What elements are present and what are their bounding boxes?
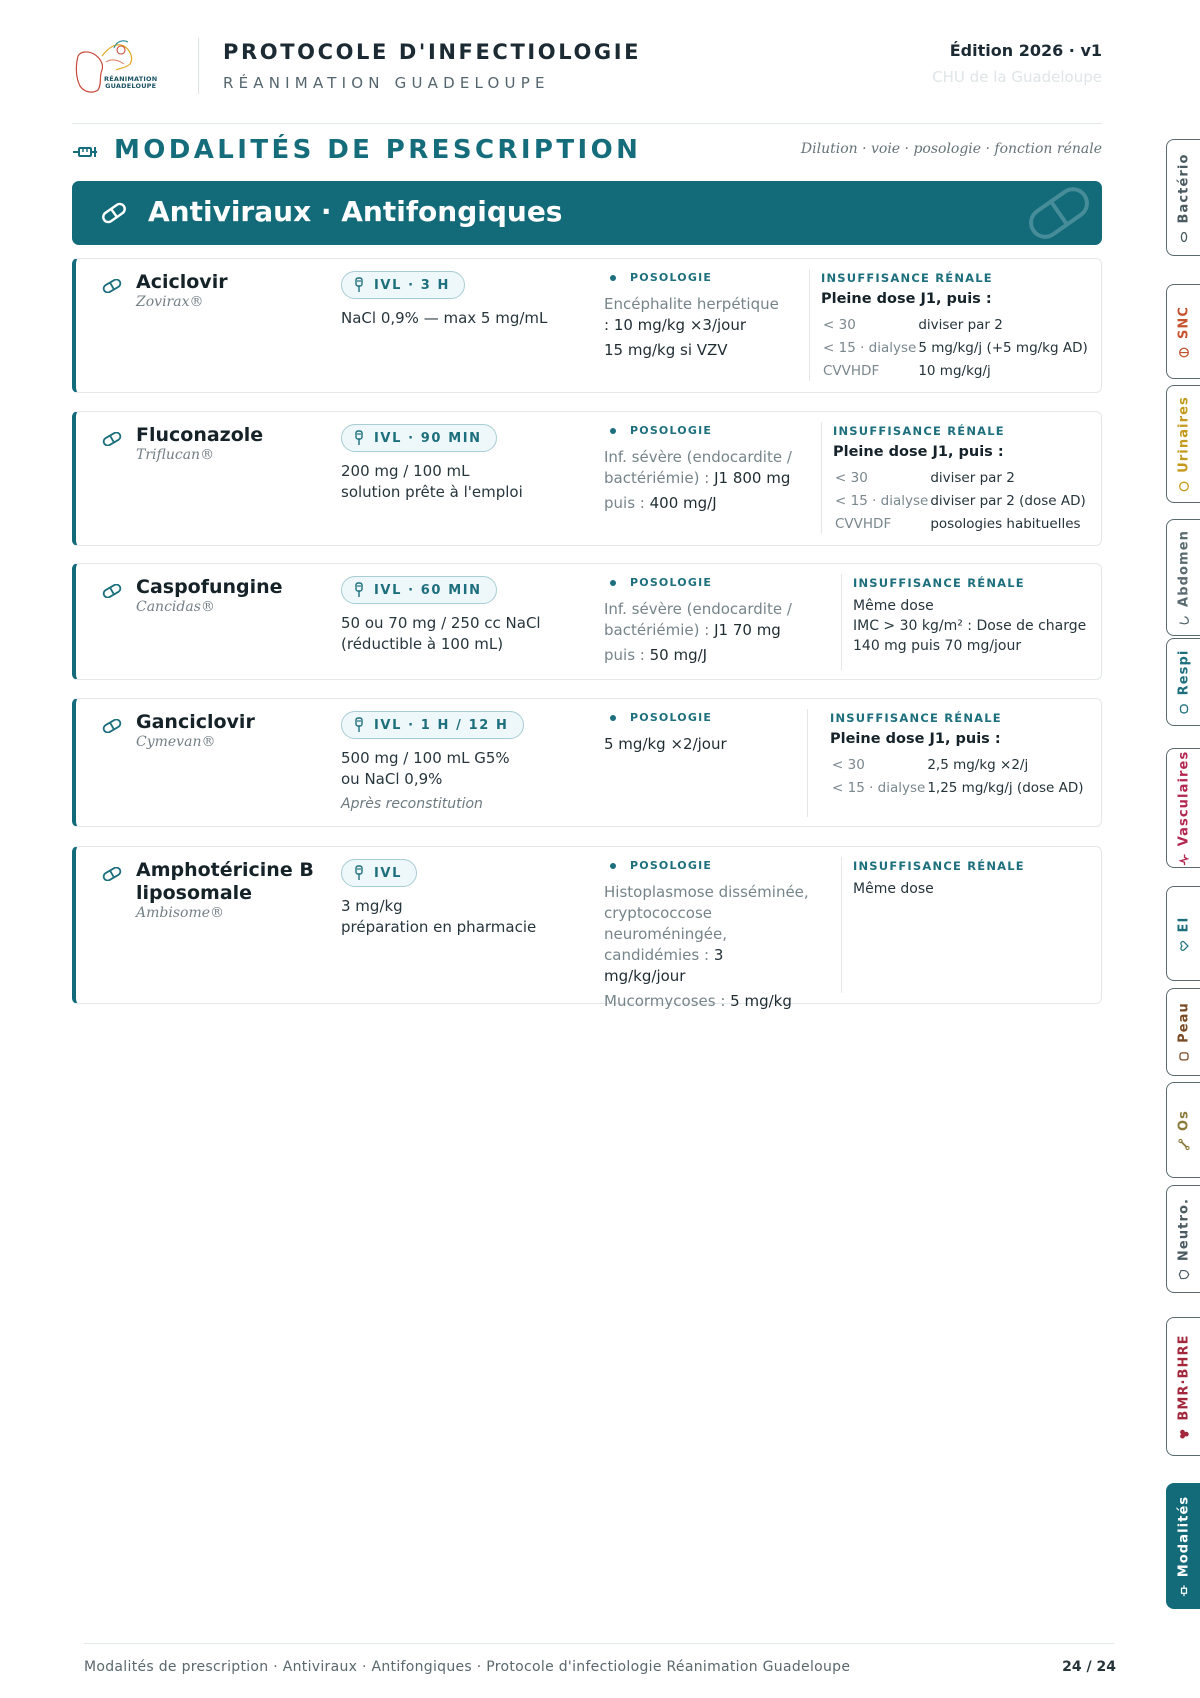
route-label: IVL · 90 MIN xyxy=(374,430,482,446)
renal-header: INSUFFISANCE RÉNALE xyxy=(830,711,1002,725)
guadeloupe-map-logo-icon xyxy=(72,34,172,100)
renal-table xyxy=(830,753,1086,801)
drug-name: Amphotéricine B liposomale xyxy=(136,859,314,904)
drug-card xyxy=(72,411,1102,546)
tab-label: Bactério xyxy=(1176,152,1191,224)
posology-header-label: POSOLOGIE xyxy=(630,576,713,589)
column-divider xyxy=(807,709,808,817)
renal-value: 5 mg/kg/j (+5 mg/kg AD) xyxy=(918,340,1088,356)
posology-value: 400 mg/J xyxy=(649,494,717,512)
renal-row xyxy=(823,315,1088,336)
column-divider xyxy=(821,422,822,534)
footer-text: Modalités de prescription · Antiviraux · Antifongiques · Protocole d'infectiologie Réanimation Guadeloupe xyxy=(84,1659,851,1675)
tab-modalites[interactable] xyxy=(1166,1483,1200,1609)
posology-value: : 10 mg/kg ×3/jour xyxy=(604,316,747,334)
tab-label: Peau xyxy=(1176,1002,1191,1043)
renal-row xyxy=(835,468,1086,489)
logo-text-line1: RÉANIMATION xyxy=(104,75,158,83)
dilution-text xyxy=(341,308,556,329)
syringe-icon xyxy=(1178,1585,1189,1596)
page-number: 24 / 24 xyxy=(1062,1659,1116,1675)
dilution-line: 200 mg / 100 mL xyxy=(341,462,470,480)
document-subtitle: RÉANIMATION GUADELOUPE xyxy=(223,74,550,92)
posology-line: puis : xyxy=(604,646,645,664)
renal-section xyxy=(853,859,1025,899)
tab-respi[interactable] xyxy=(1166,638,1200,726)
hospital-label: CHU de la Guadeloupe xyxy=(932,68,1102,86)
bullet-icon xyxy=(610,428,616,434)
posology-header-label: POSOLOGIE xyxy=(630,424,713,437)
tab-label: Vasculaires xyxy=(1176,750,1191,847)
tab-os[interactable] xyxy=(1166,1082,1200,1178)
tab-bacterio[interactable] xyxy=(1166,139,1200,256)
renal-header: INSUFFISANCE RÉNALE xyxy=(833,424,1005,438)
renal-section xyxy=(853,576,1086,656)
route-label: IVL xyxy=(374,865,402,881)
dilution-line: NaCl 0,9% — max 5 mg/mL xyxy=(341,309,548,327)
posology-line: Inf. sévère (endocardite / xyxy=(604,448,792,466)
drug-card xyxy=(72,846,1102,1010)
logo-text-line2: GUADELOUPE xyxy=(105,82,157,90)
renal-value: diviser par 2 (dose AD) xyxy=(930,493,1086,509)
renal-row xyxy=(835,491,1086,512)
route-badge xyxy=(341,711,524,739)
syringe-icon xyxy=(72,143,98,161)
iv-drip-icon xyxy=(354,717,364,733)
drug-name: Caspofungine xyxy=(136,576,283,598)
pill-icon xyxy=(102,867,122,881)
renal-line: Même dose xyxy=(853,598,934,614)
tab-bmr-bhre[interactable] xyxy=(1166,1317,1200,1456)
dilution-note: Après reconstitution xyxy=(341,796,483,812)
tab-label: Os xyxy=(1176,1110,1191,1131)
route-label: IVL · 1 H / 12 H xyxy=(374,717,509,733)
section-subtitle: Dilution · voie · posologie · fonction rénale xyxy=(800,141,1102,157)
drug-card xyxy=(72,698,1102,827)
renal-table xyxy=(821,313,1090,384)
drug-brand: Ambisome® xyxy=(136,905,224,921)
section-title: MODALITÉS DE PRESCRIPTION xyxy=(114,135,642,165)
renal-table xyxy=(833,466,1088,537)
posology-line: bactériémie) : xyxy=(604,469,710,487)
renal-key: < 30 xyxy=(823,317,856,333)
drug-brand: Zovirax® xyxy=(136,294,204,310)
renal-key: CVVHDF xyxy=(823,363,880,379)
kidney-icon xyxy=(1178,481,1189,492)
drug-brand: Triflucan® xyxy=(136,447,215,463)
pill-watermark-icon xyxy=(1022,185,1096,241)
posology-value: 5 mg/kg ×2/jour xyxy=(604,735,727,753)
posology-text xyxy=(604,734,809,755)
posology-line: Mucormycoses : xyxy=(604,992,726,1010)
renal-value: 1,25 mg/kg/j (dose AD) xyxy=(927,780,1084,796)
tab-label: SNC xyxy=(1176,305,1191,339)
posology-header-label: POSOLOGIE xyxy=(630,859,713,872)
route-label: IVL · 3 H xyxy=(374,277,451,293)
drug-name: Fluconazole xyxy=(136,424,264,446)
tab-label: Modalités xyxy=(1176,1495,1191,1578)
posology-header-label: POSOLOGIE xyxy=(630,271,713,284)
bone-icon xyxy=(1178,1139,1189,1150)
posology-line: Encéphalite herpétique xyxy=(604,295,779,313)
renal-intro: Pleine dose J1, puis : xyxy=(833,444,1004,460)
posology-header xyxy=(604,271,712,284)
posology-line: neuroméningée, xyxy=(604,925,728,943)
renal-value: posologies habituelles xyxy=(930,516,1081,532)
posology-header xyxy=(604,576,712,589)
pill-icon xyxy=(102,279,122,293)
posology-line: Histoplasmose disséminée, xyxy=(604,883,809,901)
heartbeat-icon xyxy=(1178,854,1189,865)
drug-brand: Cymevan® xyxy=(136,734,216,750)
renal-section xyxy=(821,271,1090,384)
route-label: IVL · 60 MIN xyxy=(374,582,482,598)
renal-intro: Pleine dose J1, puis : xyxy=(830,731,1001,747)
iv-drip-icon xyxy=(354,277,364,293)
renal-line: 140 mg puis 70 mg/jour xyxy=(853,638,1022,654)
dilution-text xyxy=(341,461,556,503)
category-title: Antiviraux · Antifongiques xyxy=(148,195,563,228)
renal-header: INSUFFISANCE RÉNALE xyxy=(821,271,993,285)
dilution-line: (réductible à 100 mL) xyxy=(341,635,504,653)
renal-row xyxy=(835,514,1086,535)
dilution-text xyxy=(341,613,556,655)
header-divider xyxy=(198,38,199,94)
logo xyxy=(72,34,172,100)
column-divider xyxy=(841,857,842,993)
dilution-line: préparation en pharmacie xyxy=(341,918,537,936)
brain-icon xyxy=(1178,347,1189,358)
tab-label: BMR·BHRE xyxy=(1176,1333,1191,1421)
route-badge xyxy=(341,424,497,452)
route-badge xyxy=(341,576,497,604)
posology-text xyxy=(604,882,809,1012)
posology-text xyxy=(604,294,809,361)
renal-key: < 15 · dialyse xyxy=(832,780,926,796)
renal-line: IMC > 30 kg/m² : Dose de charge xyxy=(853,618,1087,634)
renal-key: < 30 xyxy=(832,757,865,773)
posology-value: 50 mg/J xyxy=(649,646,708,664)
posology-value: 5 mg/kg xyxy=(730,992,792,1010)
posology-header-label: POSOLOGIE xyxy=(630,711,713,724)
bacteria-icon xyxy=(1178,231,1189,242)
renal-intro: Pleine dose J1, puis : xyxy=(821,291,992,307)
posology-value: 3 mg/kg/jour xyxy=(604,946,724,985)
posology-value: J1 70 mg xyxy=(714,621,781,639)
posology-line: candidémies : xyxy=(604,946,710,964)
posology-line: bactériémie) : xyxy=(604,621,710,639)
posology-line: puis : xyxy=(604,494,645,512)
renal-row xyxy=(823,361,1088,382)
posology-header xyxy=(604,711,712,724)
drug-name: Ganciclovir xyxy=(136,711,255,733)
renal-section xyxy=(833,424,1088,537)
dilution-line: 500 mg / 100 mL G5% xyxy=(341,749,510,767)
iv-drip-icon xyxy=(354,865,364,881)
posology-text xyxy=(604,599,809,666)
posology-header xyxy=(604,859,712,872)
iv-drip-icon xyxy=(354,582,364,598)
route-badge xyxy=(341,271,465,299)
dilution-line: ou NaCl 0,9% xyxy=(341,770,443,788)
column-divider xyxy=(809,269,810,381)
heart-icon xyxy=(1178,940,1189,951)
dilution-text xyxy=(341,748,556,790)
footer-divider xyxy=(84,1643,1114,1644)
bullet-icon xyxy=(610,715,616,721)
lungs-icon xyxy=(1178,703,1189,714)
pill-icon xyxy=(102,584,122,598)
tab-abdomen[interactable] xyxy=(1166,519,1200,636)
tab-snc[interactable] xyxy=(1166,284,1200,379)
pill-icon xyxy=(100,201,128,225)
document-title: PROTOCOLE D'INFECTIOLOGIE xyxy=(223,40,642,64)
posology-header xyxy=(604,424,712,437)
renal-key: < 30 xyxy=(835,470,868,486)
bullet-icon xyxy=(610,275,616,281)
drug-name: Aciclovir xyxy=(136,271,228,293)
dilution-line: 3 mg/kg xyxy=(341,897,403,915)
posology-value: 15 mg/kg si VZV xyxy=(604,341,728,359)
dilution-line: solution prête à l'emploi xyxy=(341,483,523,501)
iv-drip-icon xyxy=(354,430,364,446)
bullet-icon xyxy=(610,863,616,869)
skin-icon xyxy=(1178,1051,1189,1062)
renal-section xyxy=(830,711,1086,801)
dilution-line: 50 ou 70 mg / 250 cc NaCl xyxy=(341,614,541,632)
drug-brand: Cancidas® xyxy=(136,599,215,615)
tab-label: Neutro. xyxy=(1176,1197,1191,1262)
column-divider xyxy=(841,574,842,670)
posology-value: J1 800 mg xyxy=(714,469,791,487)
drug-card xyxy=(72,258,1102,393)
renal-row xyxy=(823,338,1088,359)
renal-line: Même dose xyxy=(853,881,934,897)
posology-line: cryptococcose xyxy=(604,904,713,922)
tab-neutro[interactable] xyxy=(1166,1185,1200,1293)
tab-vasculaires[interactable] xyxy=(1166,748,1200,868)
shield-icon xyxy=(1178,1269,1189,1280)
renal-header: INSUFFISANCE RÉNALE xyxy=(853,859,1025,873)
posology-line: Inf. sévère (endocardite / xyxy=(604,600,792,618)
drug-card xyxy=(72,563,1102,680)
tab-label: Urinaires xyxy=(1176,396,1191,473)
dilution-text xyxy=(341,896,556,938)
renal-value: diviser par 2 xyxy=(918,317,1003,333)
renal-key: < 15 · dialyse xyxy=(823,340,917,356)
tab-label: Respi xyxy=(1176,649,1191,696)
posology-text xyxy=(604,447,809,514)
tab-label: EI xyxy=(1176,916,1191,932)
page-header xyxy=(72,30,1102,124)
renal-row xyxy=(832,778,1084,799)
route-badge xyxy=(341,859,417,887)
pill-icon xyxy=(102,719,122,733)
renal-value: diviser par 2 xyxy=(930,470,1015,486)
tab-label: Abdomen xyxy=(1176,529,1191,607)
renal-key: CVVHDF xyxy=(835,516,892,532)
bullet-icon xyxy=(610,580,616,586)
pill-icon xyxy=(102,432,122,446)
tab-peau[interactable] xyxy=(1166,988,1200,1076)
renal-value: 10 mg/kg/j xyxy=(918,363,991,379)
tab-ei[interactable] xyxy=(1166,886,1200,981)
bacteria-cluster-icon xyxy=(1178,1428,1189,1439)
category-banner xyxy=(72,181,1102,245)
renal-key: < 15 · dialyse xyxy=(835,493,929,509)
renal-row xyxy=(832,755,1084,776)
renal-header: INSUFFISANCE RÉNALE xyxy=(853,576,1025,590)
stomach-icon xyxy=(1178,614,1189,625)
tab-urinaires[interactable] xyxy=(1166,385,1200,503)
edition-label: Édition 2026 · v1 xyxy=(949,41,1102,60)
renal-value: 2,5 mg/kg ×2/j xyxy=(927,757,1029,773)
